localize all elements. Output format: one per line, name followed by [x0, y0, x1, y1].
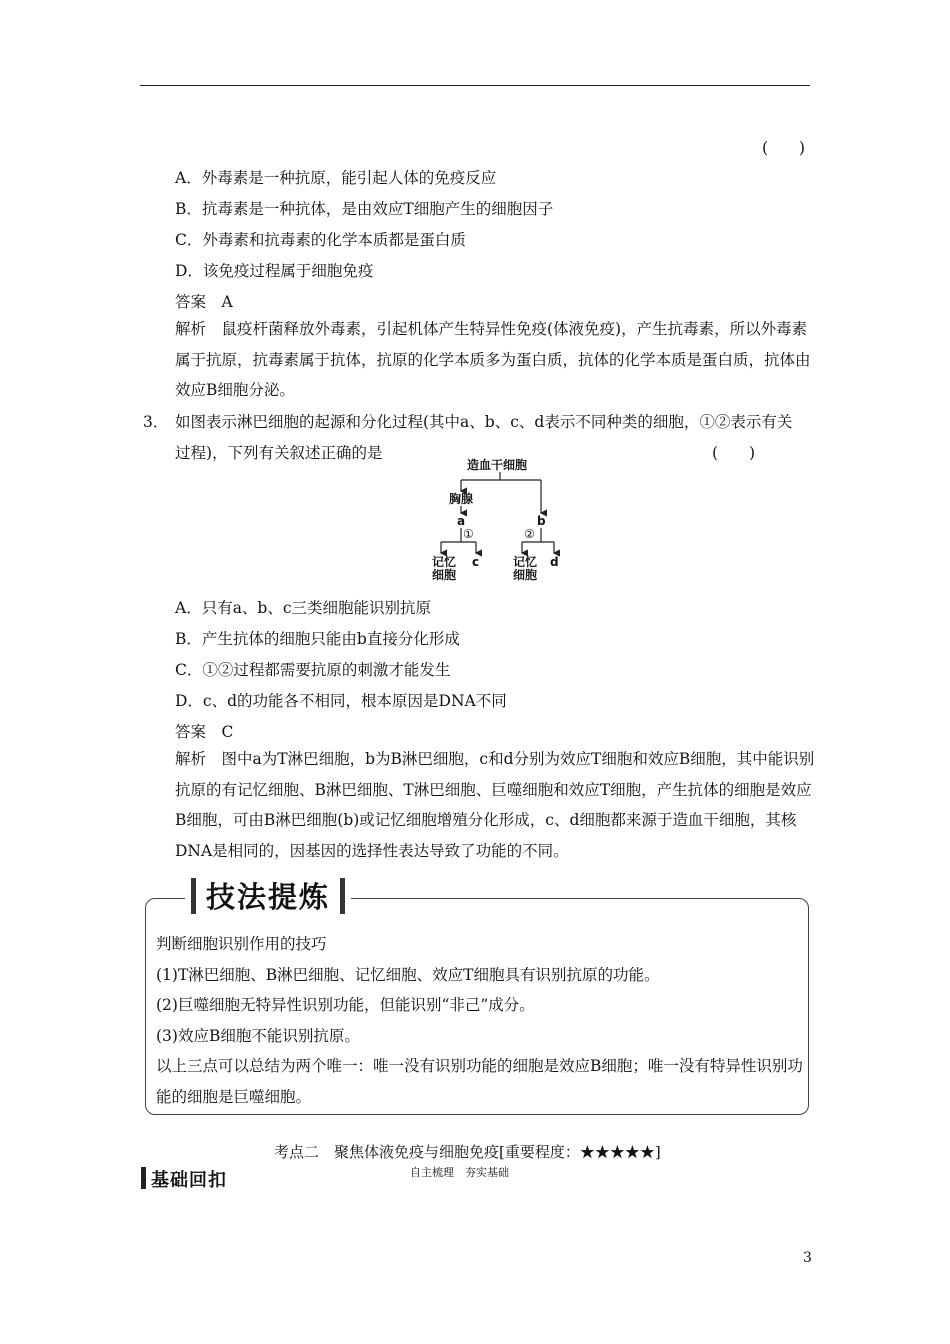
q3-option-d: D．c、d的功能各不相同，根本原因是DNA不同 [175, 692, 507, 710]
diagram-memory2-line2: 细胞 [513, 568, 538, 582]
tips-box [145, 898, 809, 1115]
q3-answer: 答案 C [175, 723, 234, 741]
page-number: 3 [803, 1250, 812, 1266]
q3-option-b: B．产生抗体的细胞只能由b直接分化形成 [175, 630, 460, 648]
q2-analysis: 解析 鼠疫杆菌释放外毒素，引起机体产生特异性免疫(体液免疫)，产生抗毒素，所以外毒素属于抗原，抗毒素属于抗体，抗原的化学本质多为蛋白质，抗体的化学本质是蛋白质，抗体由效应B细胞分泌。 [175, 320, 811, 399]
diagram-step1-label: ① [463, 527, 474, 541]
diagram-top-label: 造血干细胞 [467, 458, 528, 472]
q3-answer-paren: ( ) [712, 444, 756, 462]
tips-item-2: (2)巨噬细胞无特异性识别功能，但能识别“非己”成分。 [156, 996, 535, 1014]
diagram-memory1-line1: 记忆 [432, 555, 457, 569]
diagram-b-label: b [537, 514, 546, 528]
q3-stem-line2: 过程)，下列有关叙述正确的是 [175, 444, 383, 462]
diagram-a-label: a [457, 514, 466, 528]
tips-title-left-bar [191, 878, 196, 914]
section-title: 考点二 聚焦体液免疫与细胞免疫[重要程度：★★★★★] [274, 1143, 661, 1161]
tips-title-block [185, 875, 351, 916]
diagram-lines [0, 0, 950, 600]
q3-stem-line1: 如图表示淋巴细胞的起源和分化过程(其中a、b、c、d表示不同种类的细胞，①②表示有关 [175, 413, 793, 431]
tips-title-right-bar [340, 878, 345, 914]
q3-option-a: A．只有a、b、c三类细胞能识别抗原 [175, 599, 432, 617]
basic-heading: 基础回扣 [151, 1170, 227, 1191]
tips-item-1: (1)T淋巴细胞、B淋巴细胞、记忆细胞、效应T细胞具有识别抗原的功能。 [156, 965, 660, 984]
basic-bar [141, 1167, 146, 1189]
tips-item-3: (3)效应B细胞不能识别抗原。 [156, 1026, 360, 1045]
diagram-memory1-line2: 细胞 [432, 568, 457, 582]
q2-answer: 答案 A [175, 293, 233, 311]
diagram-thymus-label: 胸腺 [449, 492, 474, 506]
q3-analysis: 解析 图中a为T淋巴细胞，b为B淋巴细胞，c和d分别为效应T细胞和效应B细胞，其中能识别抗原的有记忆细胞、B淋巴细胞、T淋巴细胞、巨噬细胞和效应T细胞，产生抗体的细胞是效应B细胞，可由B淋巴细胞(b)或记忆细胞增殖分化形成，c、d细胞都来源于造血干细胞，其核DNA是相同的，因基因的选择性表达导致了功能的不同。 [175, 750, 815, 860]
q2-option-c: C．外毒素和抗毒素的化学本质都是蛋白质 [175, 231, 466, 249]
tips-heading: 判断细胞识别作用的技巧 [156, 935, 327, 953]
q3-option-c: C．①②过程都需要抗原的刺激才能发生 [175, 661, 451, 679]
q2-answer-paren: ( ) [762, 139, 806, 157]
q2-option-a: A．外毒素是一种抗原，能引起人体的免疫反应 [175, 169, 497, 187]
diagram-step2-label: ② [524, 527, 535, 541]
q2-option-b: B．抗毒素是一种抗体，是由效应T细胞产生的细胞因子 [175, 200, 554, 218]
diagram-d-label: d [550, 555, 559, 569]
section-subtitle: 自主梳理 夯实基础 [410, 1166, 509, 1179]
tips-summary: 以上三点可以总结为两个唯一：唯一没有识别功能的细胞是效应B细胞；唯一没有特异性识别功能的细胞是巨噬细胞。 [156, 1057, 803, 1106]
q2-option-d: D．该免疫过程属于细胞免疫 [175, 262, 374, 280]
q3-number: 3． [143, 413, 169, 431]
diagram-c-label: c [472, 555, 480, 569]
diagram-memory2-line1: 记忆 [513, 555, 538, 569]
tips-title: 技法提炼 [206, 880, 331, 914]
